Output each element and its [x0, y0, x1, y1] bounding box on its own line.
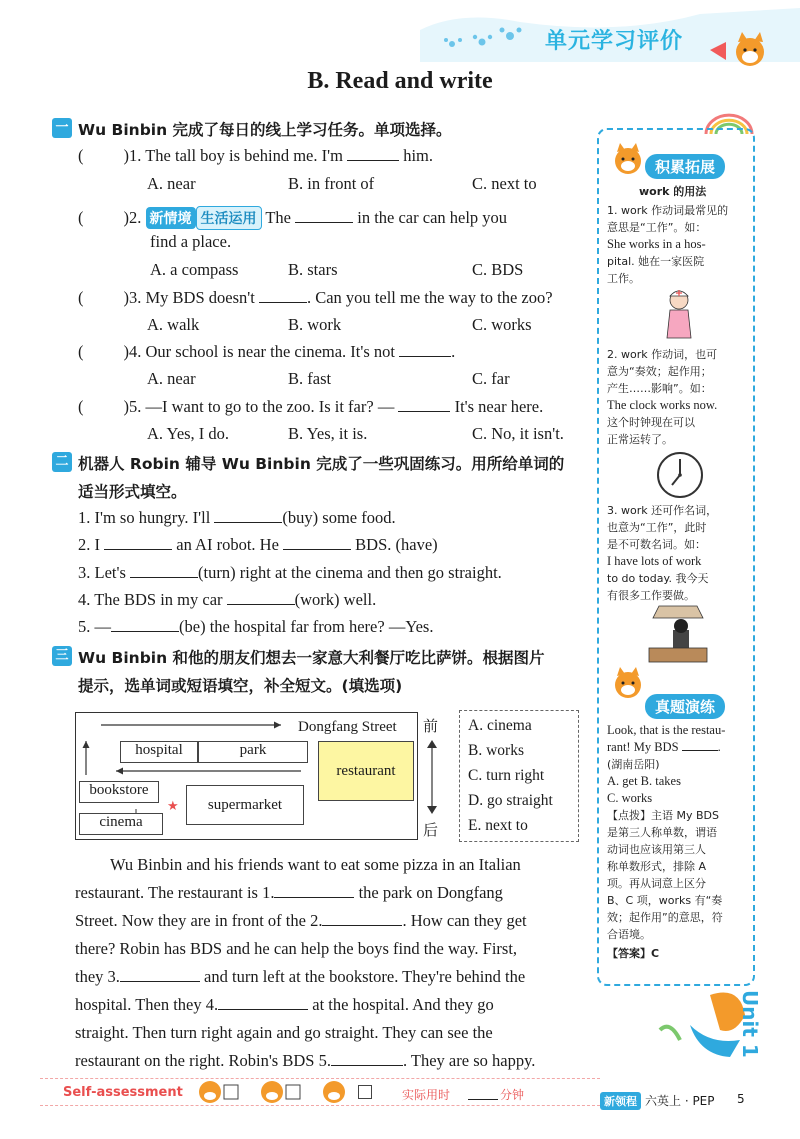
rating-checkbox — [286, 1085, 300, 1099]
exam-line: (湖南岳阳) — [607, 758, 660, 771]
up-down-arrow-icon — [425, 738, 439, 816]
desk-illustration-icon — [643, 604, 713, 666]
nurse-illustration-icon — [659, 288, 699, 340]
analysis-line: B、C 项，works 有“奏 — [607, 894, 723, 907]
new-context-tag: 新情境 — [146, 207, 196, 229]
note-2-line: 2. work 作动词，也可 — [607, 348, 718, 361]
fill-item-5: 5. — (be) the hospital far from here? —Yes. — [78, 617, 434, 636]
time-label: 实际用时 — [402, 1088, 451, 1102]
answer-slot[interactable] — [84, 398, 124, 412]
tips-sidebar — [597, 128, 755, 986]
choice-b[interactable]: B. works — [468, 742, 524, 759]
rating-checkbox — [224, 1085, 238, 1099]
fill-item-3: 3. Let's (turn) right at the cinema and then go straight. — [78, 563, 502, 582]
direction-front: 前 — [423, 717, 439, 735]
option-c[interactable]: C. No, it isn't. — [472, 424, 564, 443]
note-2-line: 正常运转了。 — [607, 433, 673, 446]
self-assessment-label: Self-assessment — [63, 1085, 183, 1100]
note-1-line: 意思是“工作”。如： — [607, 221, 707, 234]
question-4: ( )4. Our school is near the cinema. It's not . — [78, 342, 456, 361]
passage-line-3: Street. Now they are in front of the 2. . How can they get — [75, 911, 527, 930]
fox-megaphone-icon — [708, 30, 778, 70]
exam-line: rant! My BDS . — [607, 740, 721, 754]
section-3-instruction: Wu Binbin 和他的朋友们想去一家意大利餐厅吃比萨饼。根据图片 — [78, 649, 545, 667]
fill-blank[interactable] — [120, 968, 200, 982]
analysis-line: 合语境。 — [607, 928, 651, 941]
option-b[interactable]: B. Yes, it is. — [288, 424, 368, 443]
map-supermarket: supermarket — [186, 785, 304, 825]
section-3-instruction-cont: 提示，选单词或短语填空，补全短文。(填选项) — [78, 677, 403, 695]
start-star-icon: ★ — [167, 799, 179, 814]
word-bank — [459, 710, 579, 842]
direction-back: 后 — [423, 821, 439, 839]
fill-blank[interactable] — [214, 509, 282, 523]
note-3-line: 也意为“工作”，此时 — [607, 521, 707, 534]
fox-icon — [611, 666, 645, 700]
section-2-marker: 二 — [52, 452, 72, 472]
section-1-marker: 一 — [52, 118, 72, 138]
fill-blank[interactable] — [322, 912, 402, 926]
passage-line-2: restaurant. The restaurant is 1. the park on Dongfang — [75, 883, 503, 902]
passage-line-6: hospital. Then they 4. at the hospital. And they go — [75, 995, 494, 1014]
option-c[interactable]: C. far — [472, 369, 510, 388]
passage-line-4: there? Robin has BDS and he can help the boys find the way. First, — [75, 939, 518, 958]
fill-item-2: 2. I an AI robot. He BDS. (have) — [78, 535, 438, 554]
minutes-label: 分钟 — [500, 1088, 525, 1102]
option-a[interactable]: A. a compass — [150, 260, 239, 279]
street-map — [75, 712, 418, 840]
exam-line: A. get B. takes — [607, 774, 681, 788]
page-title: B. Read and write — [307, 68, 493, 94]
fill-blank[interactable] — [295, 209, 353, 223]
passage-line-1: Wu Binbin and his friends want to eat some pizza in an Italian — [110, 855, 521, 874]
analysis-line: 动词也应该用第三人 — [607, 843, 706, 856]
section-1-instruction: Wu Binbin 完成了每日的线上学习任务。单项选择。 — [78, 121, 452, 139]
fill-blank[interactable] — [259, 289, 307, 303]
rating-face-icon — [323, 1081, 345, 1103]
map-bookstore: bookstore — [79, 781, 159, 803]
fill-blank[interactable] — [331, 1052, 403, 1066]
fill-blank[interactable] — [682, 740, 718, 751]
option-c[interactable]: C. works — [472, 315, 532, 334]
note-2-line: The clock works now. — [607, 398, 718, 412]
grade-label: 六英上 · PEP — [645, 1094, 715, 1108]
fill-blank[interactable] — [274, 884, 354, 898]
fox-icon — [611, 142, 645, 176]
fill-blank[interactable] — [283, 536, 351, 550]
exam-line: Look, that is the restau- — [607, 723, 726, 737]
note-1-line: 1. work 作动词最常见的 — [607, 204, 729, 217]
note-2-line: 意为“奏效；起作用； — [607, 365, 712, 378]
map-park: park — [198, 741, 308, 763]
map-hospital: hospital — [120, 741, 198, 763]
question-3: ( )3. My BDS doesn't . Can you tell me the way to the zoo? — [78, 288, 553, 307]
fill-blank[interactable] — [227, 591, 295, 605]
fill-blank[interactable] — [104, 536, 172, 550]
fill-item-4: 4. The BDS in my car (work) well. — [78, 590, 377, 609]
question-2: ( )2. 新情境 生活运用 The in the car can help you — [78, 206, 507, 230]
page-number: 5 — [737, 1092, 745, 1106]
rating-face-icon — [199, 1081, 221, 1103]
passage-line-8: restaurant on the right. Robin's BDS 5. . They are so happy. — [75, 1051, 536, 1070]
answer-slot[interactable] — [84, 289, 124, 303]
time-input[interactable] — [468, 1086, 498, 1100]
fill-blank[interactable] — [130, 564, 198, 578]
option-a[interactable]: A. Yes, I do. — [147, 424, 230, 443]
answer-slot[interactable] — [84, 209, 124, 223]
note-1-line: pital. 她在一家医院 — [607, 255, 705, 268]
option-b[interactable]: B. fast — [288, 369, 332, 388]
unit-assessment-title: 单元学习评价 — [545, 29, 684, 54]
life-application-tag: 生活运用 — [196, 206, 262, 230]
choice-e[interactable]: E. next to — [468, 817, 528, 834]
fill-blank[interactable] — [111, 618, 179, 632]
option-b[interactable]: B. stars — [288, 260, 338, 279]
option-c[interactable]: C. next to — [472, 174, 537, 193]
section-2-instruction-cont: 适当形式填空。 — [78, 483, 187, 501]
option-a[interactable]: A. near — [147, 174, 196, 193]
choice-d[interactable]: D. go straight — [468, 792, 553, 809]
passage-line-5: they 3. and turn left at the bookstore. They're behind the — [75, 967, 526, 986]
fill-item-1: 1. I'm so hungry. I'll (buy) some food. — [78, 508, 396, 527]
analysis-line: 【点拨】主语 My BDS — [607, 809, 719, 822]
option-b[interactable]: B. work — [288, 315, 342, 334]
fill-blank[interactable] — [399, 343, 451, 357]
rating-checkbox[interactable] — [358, 1085, 372, 1099]
option-a[interactable]: A. near — [147, 369, 196, 388]
passage-line-7: straight. Then turn right again and go straight. They can see the — [75, 1023, 493, 1042]
fill-blank[interactable] — [347, 147, 399, 161]
exam-line: C. works — [607, 791, 653, 805]
map-street-name: Dongfang Street — [298, 719, 397, 735]
option-c[interactable]: C. BDS — [472, 260, 524, 279]
brand-badge: 新领程 — [600, 1092, 641, 1110]
note-3-line: I have lots of work — [607, 554, 702, 568]
analysis-line: 效；起作用”的意思，符 — [607, 911, 723, 924]
answer-slot[interactable] — [84, 147, 124, 161]
choice-c[interactable]: C. turn right — [468, 767, 545, 784]
note-1-line: She works in a hos- — [607, 237, 706, 251]
note-2-line: 产生……影响”。如： — [607, 382, 712, 395]
map-restaurant: restaurant — [318, 741, 414, 801]
note-2-line: 这个时钟现在可以 — [607, 416, 695, 429]
rating-face-icon — [261, 1081, 283, 1103]
unit-label: Unit 1 — [738, 990, 762, 1058]
question-2-continued: find a place. — [150, 232, 232, 251]
analysis-line: 项。再从词意上区分 — [607, 877, 706, 890]
note-3-line: 有很多工作要做。 — [607, 589, 695, 602]
box2-title: 真题演练 — [645, 694, 725, 719]
question-1: ( )1. The tall boy is behind me. I'm him. — [78, 146, 433, 165]
answer-line: 【答案】C — [607, 947, 660, 960]
note-3-line: 是不可数名词。如： — [607, 538, 706, 551]
note-3-line: to do today. 我今天 — [607, 572, 709, 585]
question-5: ( )5. —I want to go to the zoo. Is it far? — It's near here. — [78, 397, 544, 416]
clock-icon — [655, 450, 705, 500]
answer-slot[interactable] — [84, 343, 124, 357]
fill-blank[interactable] — [398, 398, 450, 412]
fill-blank[interactable] — [218, 996, 308, 1010]
section-2-instruction: 机器人 Robin 辅导 Wu Binbin 完成了一些巩固练习。用所给单词的 — [78, 455, 565, 473]
rating-faces — [196, 1078, 356, 1106]
map-cinema: cinema — [79, 813, 163, 835]
note-1-line: 工作。 — [607, 272, 640, 285]
analysis-line: 称单数形式，排除 A — [607, 860, 707, 873]
section-3-marker: 三 — [52, 646, 72, 666]
note-3-line: 3. work 还可作名词， — [607, 504, 718, 517]
box1-title: 积累拓展 — [645, 154, 725, 179]
option-b[interactable]: B. in front of — [288, 174, 375, 193]
option-a[interactable]: A. walk — [147, 315, 200, 334]
box1-subtitle: work 的用法 — [639, 185, 707, 198]
analysis-line: 是第三人称单数，谓语 — [607, 826, 717, 839]
choice-a[interactable]: A. cinema — [468, 717, 532, 734]
